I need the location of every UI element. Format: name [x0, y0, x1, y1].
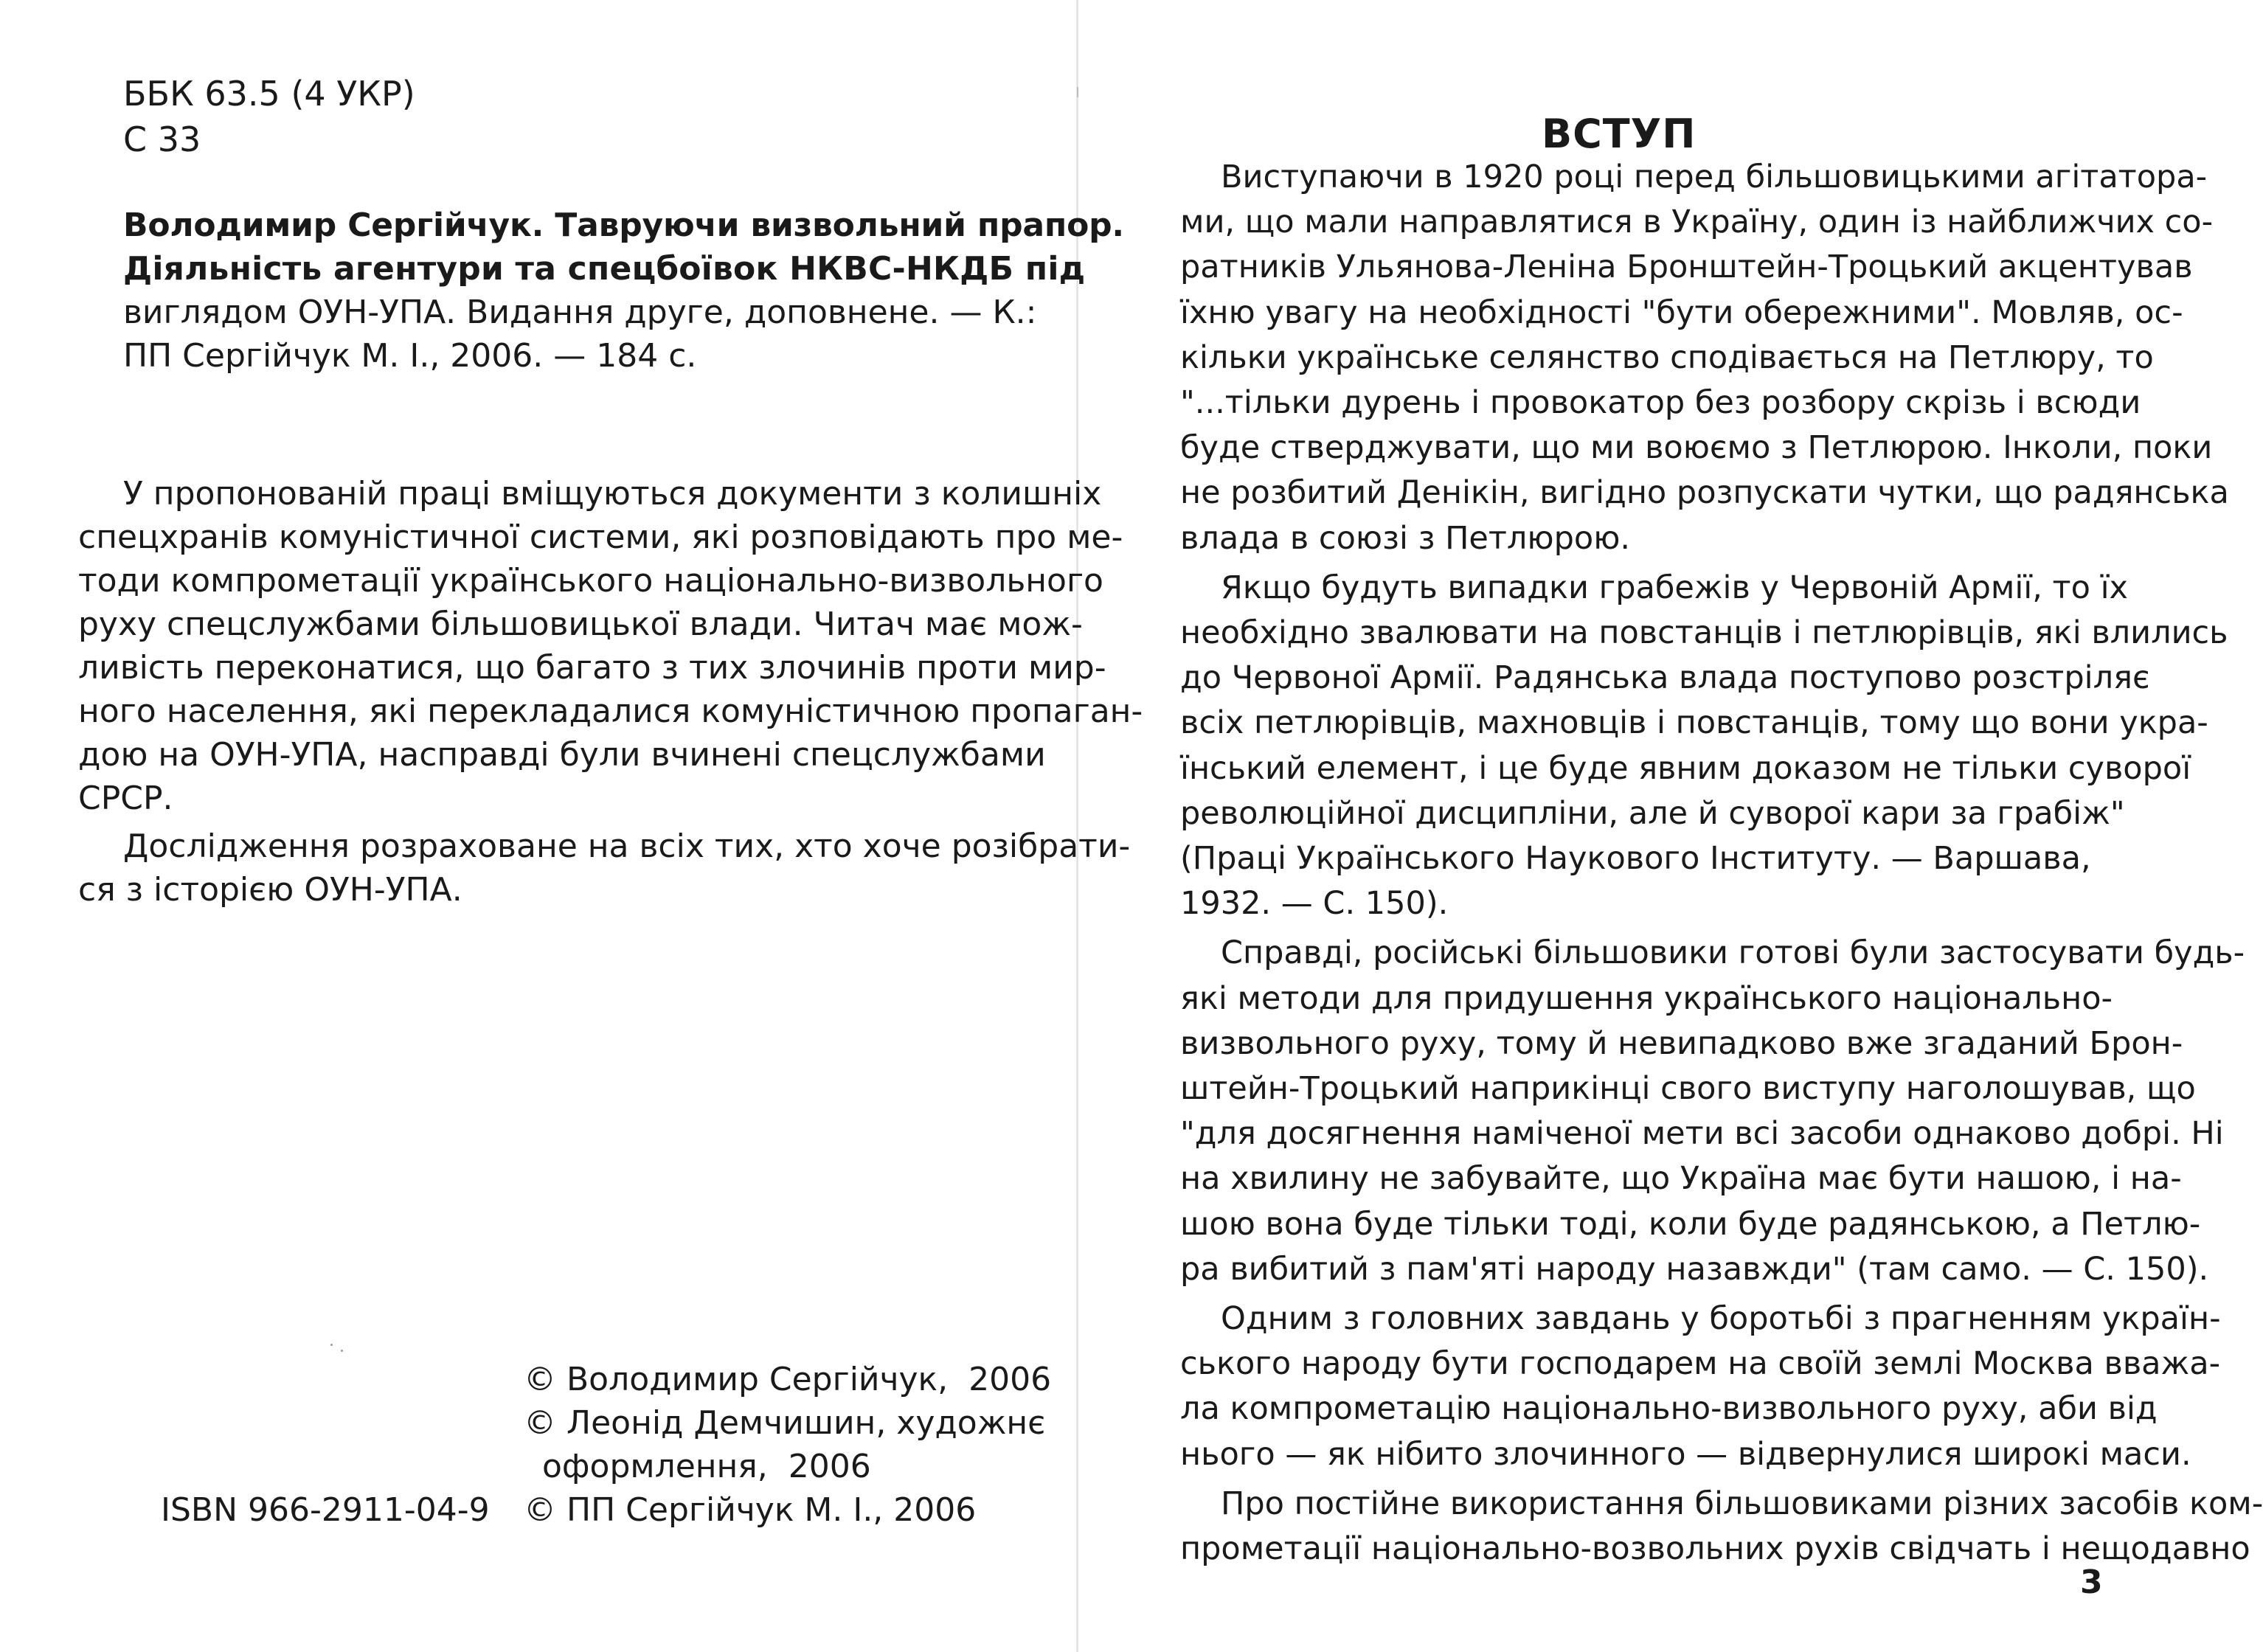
isbn: ISBN 966-2911-04-9: [161, 1491, 490, 1529]
body-line: шою вона буде тільки тоді, коли буде радянською, а Петлю-: [1180, 1206, 2201, 1243]
body-line: кільки українське селянство сподівається на Петлюру, то: [1180, 339, 2154, 376]
abstract-line: дою на ОУН-УПА, насправді були вчинені спецслужбами: [78, 736, 1046, 774]
body-line: всіх петлюрівців, махновців і повстанців, тому що вони укра-: [1180, 704, 2208, 741]
body-line: Справді, російські більшовики готові були застосувати будь-: [1221, 934, 2245, 971]
body-line: Виступаючи в 1920 році перед більшовицькими агітатора-: [1221, 159, 2208, 195]
body-line: (Праці Українського Наукового Інституту. — Варшава,: [1180, 840, 2091, 877]
body-line: буде стверджувати, що ми воюємо з Петлюрою. Інколи, поки: [1180, 429, 2213, 466]
body-line: 1932. — С. 150).: [1180, 885, 1449, 922]
biblio-line: виглядом ОУН-УПА. Видання друге, доповнене. — К.:: [123, 294, 1037, 331]
body-line: влада в союзі з Петлюрою.: [1180, 520, 1631, 557]
body-line: їхню увагу на необхідності "бути обережними". Мовляв, ос-: [1180, 294, 2183, 331]
body-line: визвольного руху, тому й невипадково вже згаданий Брон-: [1180, 1025, 2183, 1062]
biblio-line: Діяльність агентури та спецбоївок НКВС-НКДБ під: [123, 250, 1086, 288]
scan-speck: [341, 1350, 343, 1352]
abstract-line: ся з історією ОУН-УПА.: [78, 871, 462, 909]
body-line: "для досягнення наміченої мети всі засоби однаково добрі. Ні: [1180, 1115, 2224, 1152]
copyright-line: © Леонід Демчишин, художнє: [524, 1404, 1046, 1442]
author-mark: С 33: [123, 119, 201, 159]
abstract-line: спецхранів комуністичної системи, які розповідають про ме-: [78, 518, 1123, 556]
biblio-line: ПП Сергійчук М. І., 2006. — 184 с.: [123, 337, 697, 375]
body-line: ра вибитий з пам'яті народу назавжди" (там само. — С. 150).: [1180, 1251, 2209, 1288]
body-line: до Червоної Армії. Радянська влада поступово розстріляє: [1180, 659, 2150, 696]
body-line: які методи для придушення українського національно-: [1180, 980, 2113, 1017]
abstract-line: Дослідження розраховане на всіх тих, хто хоче розібрати-: [123, 827, 1131, 865]
abstract-line: тоди компрометації українського національно-визвольного: [78, 562, 1103, 600]
biblio-line: Володимир Сергійчук. Тавруючи визвольний прапор.: [123, 206, 1124, 244]
scan-speck: [330, 1344, 333, 1346]
copyright-line: © Володимир Сергійчук, 2006: [524, 1361, 1052, 1398]
copyright-line: оформлення, 2006: [542, 1448, 871, 1485]
abstract-line: ного населення, які перекладалися комуністичною пропаган-: [78, 693, 1143, 730]
body-line: ми, що мали направлятися в Україну, один із найближчих со-: [1180, 204, 2214, 240]
page-number: 3: [2080, 1564, 2103, 1601]
body-line: "...тільки дурень і провокатор без розбору скрізь і всюди: [1180, 384, 2141, 421]
bbk-code: ББК 63.5 (4 УКР): [123, 74, 415, 114]
body-line: Про постійне використання більшовиками різних засобів ком-: [1221, 1485, 2263, 1522]
abstract-line: СРСР.: [78, 780, 173, 817]
body-line: не розбитий Денікін, вигідно розпускати чутки, що радянська: [1180, 474, 2229, 511]
abstract-line: ливість переконатися, що багато з тих злочинів проти мир-: [78, 649, 1106, 687]
body-line: на хвилину не забувайте, що Україна має бути нашою, і на-: [1180, 1160, 2182, 1197]
copyright-line: © ПП Сергійчук М. І., 2006: [524, 1491, 977, 1529]
abstract-line: У пропонованій праці вміщуються документи з колишніх: [123, 475, 1102, 513]
body-line: Одним з головних завдань у боротьбі з прагненням україн-: [1221, 1300, 2221, 1337]
abstract-line: руху спецслужбами більшовицької влади. Читач має мож-: [78, 605, 1083, 643]
body-line: революційної дисципліни, але й суворої кари за грабіж": [1180, 795, 2125, 832]
body-line: ського народу бути господарем на своїй землі Москва вважа-: [1180, 1345, 2221, 1382]
body-line: ла компрометацію національно-визвольного руху, аби від: [1180, 1390, 2158, 1427]
body-line: їнський елемент, і це буде явним доказом не тільки суворої: [1180, 750, 2191, 787]
body-line: штейн-Троцький наприкінці свого виступу наголошував, що: [1180, 1070, 2196, 1107]
page-fold: [1076, 0, 1078, 1652]
body-line: Якщо будуть випадки грабежів у Червоній Армії, то їх: [1221, 569, 2128, 606]
body-line: прометації національно-возвольних рухів свідчать і нещодавно: [1180, 1530, 2250, 1567]
chapter-heading: ВСТУП: [1542, 111, 1697, 157]
body-line: необхідно звалювати на повстанців і петлюрівців, які влились: [1180, 614, 2228, 651]
body-line: нього — як нібито злочинного — відвернулися широкі маси.: [1180, 1436, 2191, 1473]
fold-mark: [1077, 87, 1078, 97]
body-line: ратників Ульянова-Леніна Бронштейн-Троцький акцентував: [1180, 249, 2193, 285]
